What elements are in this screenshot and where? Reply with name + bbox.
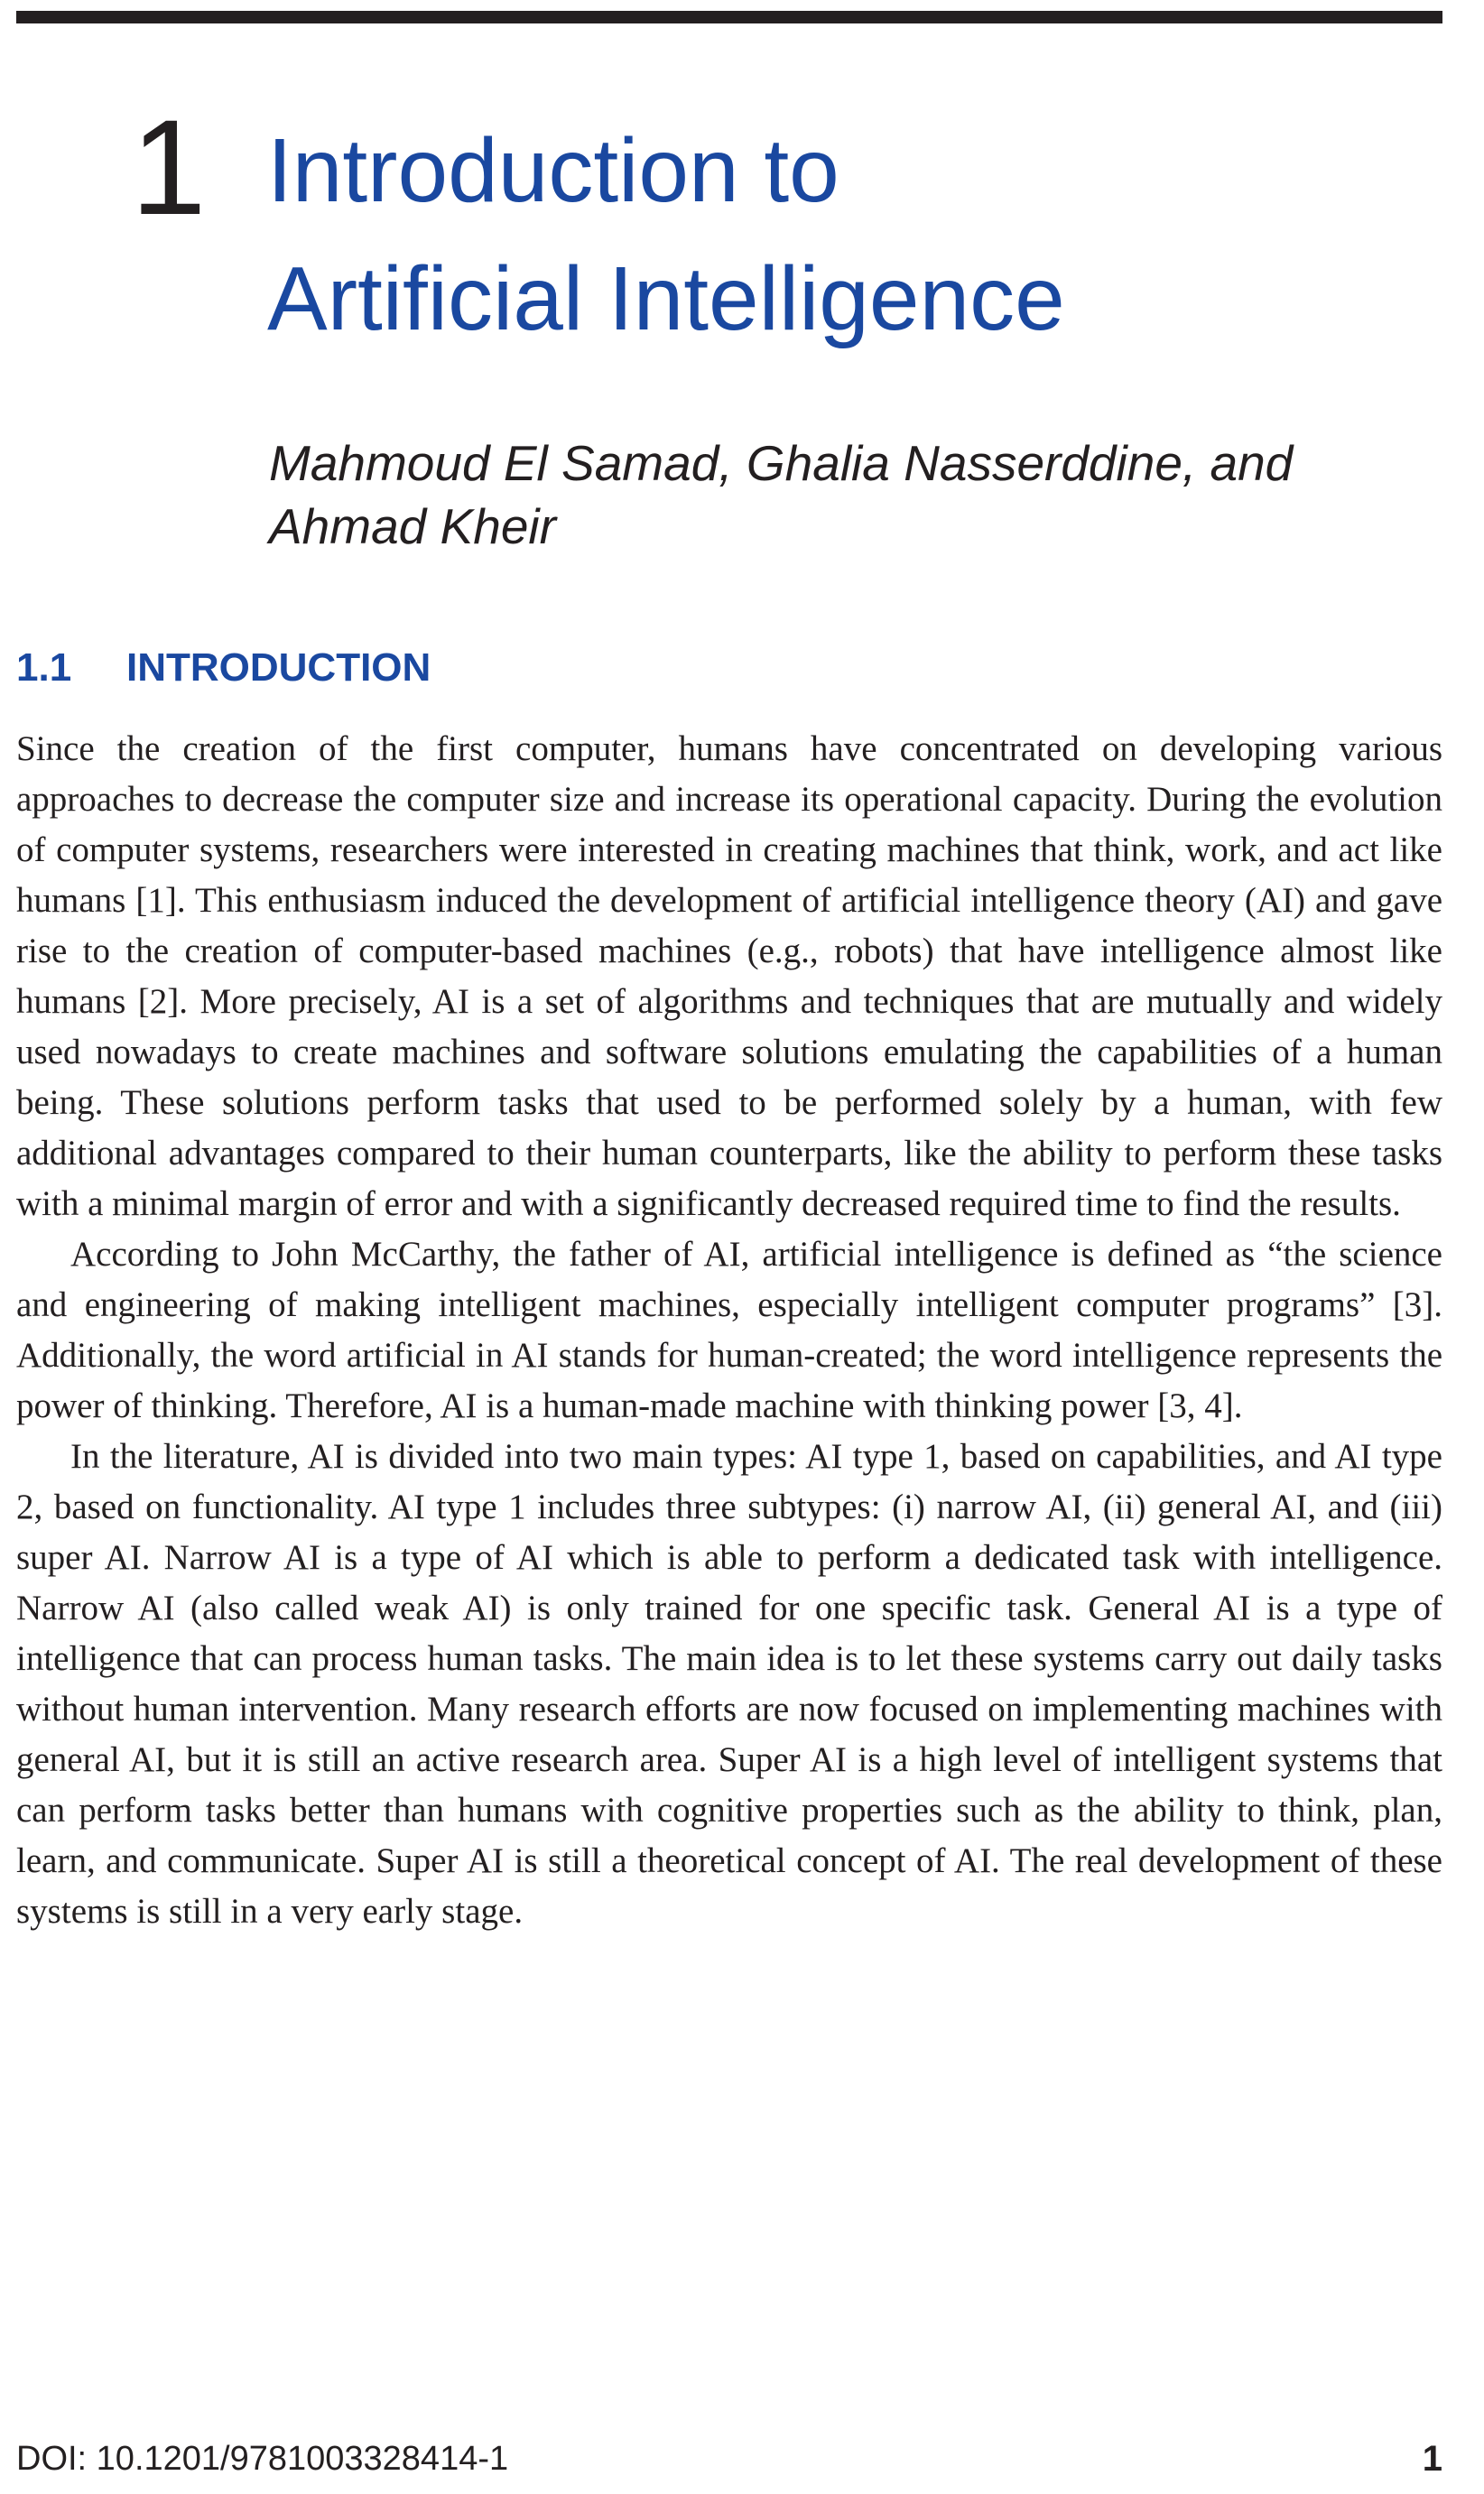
paragraph-2: According to John McCarthy, the father of AI, artificial intelligence is defined as “the science and engineering of making intelligent machines, especially intelligent computer programs” [3]. Additionally, the word artificial in AI stands for human-created; the word intelligence represents the power of thinking. Therefore, AI is a human-made machine with thinking power [3, 4].: [16, 1235, 1442, 1425]
chapter-title-line-1: Introduction to: [267, 120, 839, 221]
section-title: INTRODUCTION: [126, 645, 431, 690]
chapter-number: 1: [131, 91, 207, 243]
authors-line-1: Mahmoud El Samad, Ghalia Nasserddine, and: [269, 435, 1294, 491]
section-number: 1.1: [16, 645, 72, 690]
footer-doi: DOI: 10.1201/9781003328414-1: [16, 2440, 509, 2478]
authors-line-2: Ahmad Kheir: [269, 498, 556, 554]
body-text: [16, 724, 1442, 1937]
chapter-title-line-2: Artificial Intelligence: [267, 248, 1065, 349]
page-number: 1: [1422, 2439, 1442, 2479]
chapter-title: [267, 107, 1065, 363]
section-heading: [16, 643, 431, 693]
top-rule: [16, 11, 1442, 23]
paragraph-3: In the literature, AI is divided into two main types: AI type 1, based on capabilities, and AI type 2, based on functionality. AI type 1 includes three subtypes: (i) narrow AI, (ii) general AI, and (iii) super AI. Narrow AI is a type of AI which is able to perform a dedicated task with intelligence. Narrow AI (also called weak AI) is only trained for one specific task. General AI is a type of intelligence that can process human tasks. The main idea is to let these systems carry out daily tasks without human intervention. Many research efforts are now focused on implementing machines with general AI, but it is still an active research area. Super AI is a high level of intelligent systems that can perform tasks better than humans with cognitive properties such as the ability to think, plan, learn, and communicate. Super AI is still a theoretical concept of AI. The real development of these systems is still in a very early stage.: [16, 1437, 1442, 1931]
chapter-authors: [269, 431, 1293, 558]
paragraph-1: Since the creation of the first computer, humans have concentrated on developing various approaches to decrease the computer size and increase its operational capacity. During the evolution of computer systems, researchers were interested in creating machines that think, work, and act like humans [1]. This enthusiasm induced the development of artificial intelligence theory (AI) and gave rise to the creation of computer-based machines (e.g., robots) that have intelligence almost like humans [2]. More precisely, AI is a set of algorithms and techniques that are mutually and widely used nowadays to create machines and software solutions emulating the capabilities of a human being. These solutions perform tasks that used to be performed solely by a human, with few additional advantages compared to their human counterparts, like the ability to perform these tasks with a minimal margin of error and with a significantly decreased required time to find the results.: [16, 729, 1442, 1223]
